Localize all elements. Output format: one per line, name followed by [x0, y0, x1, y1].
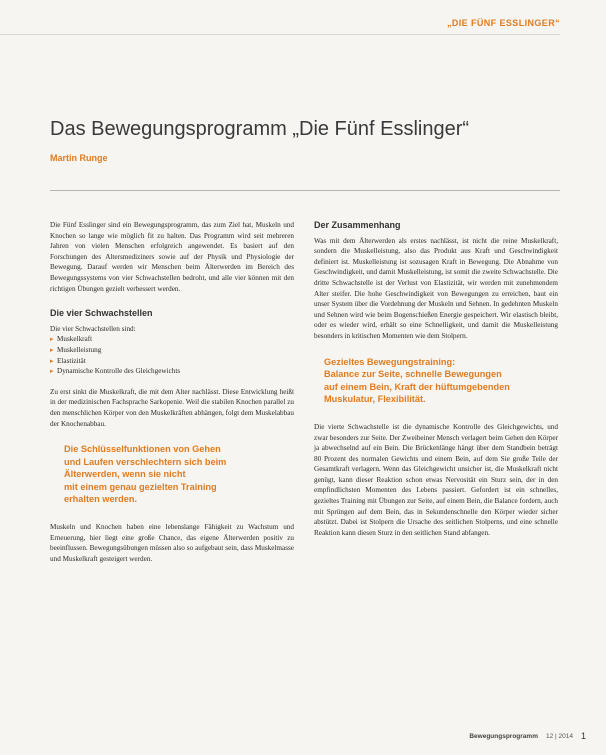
- list-item: ▸ Muskelleistung: [50, 345, 102, 354]
- bullet-icon: ▸: [50, 367, 54, 376]
- issue-info: 12 | 2014: [545, 732, 573, 740]
- section-heading-connection: Der Zusammenhang: [314, 220, 401, 230]
- body-paragraph: Muskeln und Knochen haben eine lebenslange Fähigkeit zu Wachstum und Erneuerung, hier liegt eine große Chance, das eigene Älterwerden positiv zu beeinflussen. Bewegungsübungen müssen also so aufgebaut sein, dass Muskelmasse und Muskelkraft gesteigert werden.: [50, 523, 294, 563]
- intro-paragraph: Die Fünf Esslinger sind ein Bewegungsprogramm, das zum Ziel hat, Muskeln und Knochen so lange wie möglich fit zu halten. Das Programm wird seit mehreren Jahren von vielen Menschen erfolgreich angewendet. Es basiert auf den Forschungen des Altersmediziners sowie auf der Physik und Physiologie der Bewegung. Darauf werden wir Menschen beim Älterwerden im Bereich des Bewegungssystems von vier Schwachstellen bedroht, und alle vier können mit den richtigen Übungen gezielt verbessert werden.: [50, 221, 294, 293]
- bullet-icon: ▸: [50, 335, 54, 344]
- list-item: ▸ Muskelkraft: [50, 335, 93, 344]
- list-item: ▸ Elastizität: [50, 356, 86, 365]
- body-paragraph: Was mit dem Älterwerden als erstes nachlässt, ist nicht die reine Muskelkraft, sondern die Muskelleistung, also das Produkt aus Kraft und Geschwindigkeit definiert ist. Muskelleistung ist sozusagen Kraft in Bewegung. Die Abnahme von Geschwindigkeit, und damit Muskelleistung, ist somit die zweite Schwachstelle. Die dritte Schwachstelle ist der Verlust von Elastizität, wir werden mit zunehmendem Alter steifer. Die hohe Geschwindigkeit von Bewegungen zu erreichen, baut ein unser System über die Vordehnung der Muskeln und Sehnen. In gedehnten Muskeln und Sehnen wird wie beim Bogenschießen Energie gespeichert. Wir elastisch bleibt, oder es wieder wird, erhält so eine Schnelligkeit, und damit die Muskelleistung besonders in kritischen Momenten wie dem Stolpern.: [314, 236, 558, 340]
- pull-quote: Die Schlüsselfunktionen von Gehen und Laufen verschlechtern sich beim Älterwerden, wenn sie nicht mit einem genau gezielten Training erhalten werden.: [64, 444, 227, 505]
- publication-name: Bewegungsprogramm: [469, 732, 538, 740]
- section-tag: „DIE FÜNF ESSLINGER“: [446, 18, 560, 28]
- bullet-icon: ▸: [50, 345, 54, 354]
- page-footer: [469, 731, 586, 741]
- article-author: Martin Runge: [50, 153, 108, 163]
- training-callout: Gezieltes Bewegungstraining: Balance zur Seite, schnelle Bewegungen auf einem Bein, Kraft der hüftumgebenden Muskulatur, Flexibilität.: [324, 356, 510, 405]
- body-paragraph: Die vierte Schwachstelle ist die dynamische Kontrolle des Gleichgewichts, und zwar besonders zur Seite. Der Zweibeiner Mensch verlagert beim Gehen den Körper ja abwechselnd auf ein Bein. Die Brückenlänge hängt über dem Standbein beträgt 80 Prozent des normalen Gewichts und einem Bein, auf dem Sie große Teile der Gesamtkraft verlagern. Wenn das Gleichgewicht unsicher ist, die Muskelkraft nicht genügt, kann dieser Reaktion schon etwas Nervosität ein Sturz sein, der in den empfindlichsten Momenten des Lebens passiert. Gefordert ist ein schnelles, gezieltes Training mit Übungen zur Seite, auf einem Bein, die Balance fordern, auch mit Sprüngen auf dem Bein, das in Sekundenschnelle den Körper wieder sicher abstützt. Dabei ist Stolpern die Ursache des seitlichen Stolperns, und eine schnelle Reaktion kann diesen Sturz in den seitlichen Stand abfangen.: [314, 422, 558, 537]
- page-number: 1: [580, 731, 586, 741]
- left-column: [50, 220, 294, 573]
- title-divider: [50, 190, 560, 191]
- bullet-icon: ▸: [50, 356, 54, 365]
- list-item: ▸ Dynamische Kontrolle des Gleichgewichts: [50, 367, 181, 376]
- weak-points-list: [50, 334, 294, 376]
- right-column: [314, 220, 558, 547]
- body-paragraph: Zu erst sinkt die Muskelkraft, die mit dem Alter nachlässt. Diese Entwicklung heißt in der medizinischen Fachsprache Sarkopenie. Weil die stabilen Knochen parallel zu den menschlichen Körper von den Muskelkräften abhängen, folgt dem Muskelabbau der Knochenabbau.: [50, 387, 294, 428]
- list-intro: Die vier Schwachstellen sind:: [50, 324, 136, 333]
- header-divider: [0, 34, 560, 35]
- article-title: Das Bewegungsprogramm „Die Fünf Esslinger“: [50, 118, 470, 140]
- section-heading-weak-points: Die vier Schwachstellen: [50, 308, 153, 319]
